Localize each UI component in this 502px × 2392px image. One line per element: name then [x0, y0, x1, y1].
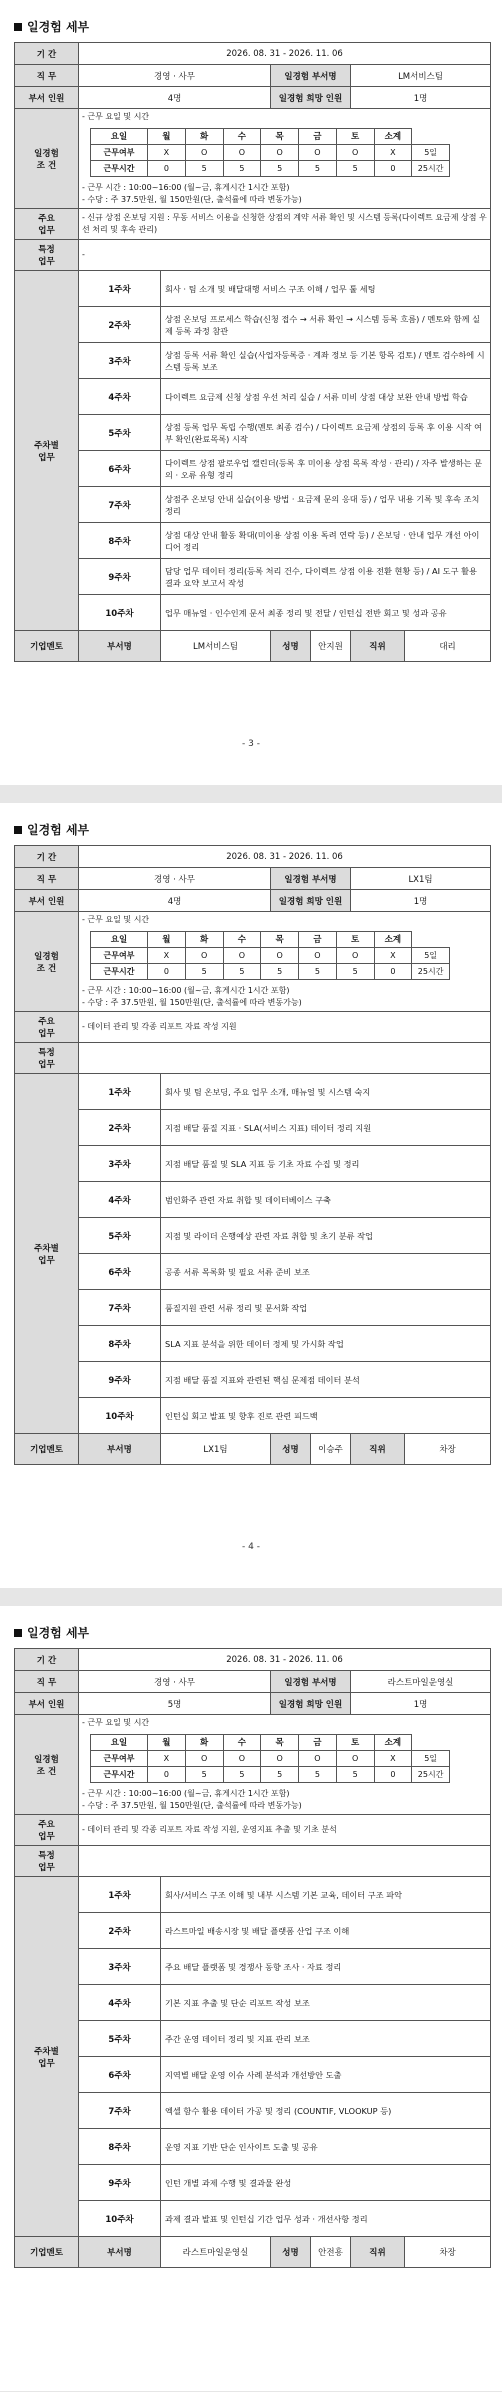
hope-count-label: 일경험 희망 인원 — [271, 87, 351, 109]
week-label: 10주차 — [79, 595, 161, 631]
week-label: 3주차 — [79, 1146, 161, 1182]
week-row — [15, 487, 491, 523]
schedule-cell: 5 — [261, 964, 299, 980]
schedule-header-cell: 목 — [261, 932, 299, 948]
company-mentor-label: 기업멘토 — [15, 1434, 79, 1465]
work-experience-table — [14, 42, 491, 662]
schedule-header-cell: 요일 — [91, 932, 148, 948]
week-label: 4주차 — [79, 379, 161, 415]
week-text: 공종 서류 목록화 및 필요 서류 준비 보조 — [161, 1254, 491, 1290]
week-text: 인턴 개별 과제 수행 및 결과물 완성 — [161, 2165, 491, 2201]
period-value: 2026. 08. 31 - 2026. 11. 06 — [79, 43, 491, 65]
week-text: 지점 배달 품질 지표 · SLA(서비스 지표) 데이터 정리 지원 — [161, 1110, 491, 1146]
week-row — [15, 559, 491, 595]
dept-hope-label: 일경험 부서명 — [271, 868, 351, 890]
mentor-dept-value: 라스트마일운영실 — [161, 2237, 271, 2268]
schedule-cell: 0 — [374, 161, 412, 177]
schedule-header-cell: 요일 — [91, 129, 148, 145]
week-row — [15, 271, 491, 307]
schedule-cell: 0 — [374, 1767, 412, 1783]
job-label: 직 무 — [15, 1671, 79, 1693]
schedule-cell: O — [185, 948, 223, 964]
week-row — [15, 1949, 491, 1985]
week-row — [15, 1985, 491, 2021]
schedule-cell: 5 — [299, 161, 337, 177]
week-row — [15, 379, 491, 415]
conditions-cell — [79, 912, 491, 1012]
week-row — [15, 1913, 491, 1949]
period-value: 2026. 08. 31 - 2026. 11. 06 — [79, 1649, 491, 1671]
week-row — [15, 1290, 491, 1326]
week-row — [15, 595, 491, 631]
week-text: 기본 지표 추출 및 단순 리포트 작성 보조 — [161, 1985, 491, 2021]
schedule-cell: 25시간 — [412, 161, 450, 177]
schedule-cell: O — [223, 1751, 261, 1767]
schedule-header-row — [91, 129, 450, 145]
week-row — [15, 1074, 491, 1110]
dept-staff-value: 4명 — [79, 890, 271, 912]
week-text: 과제 결과 발표 및 인턴십 기간 업무 성과 · 개선사항 정리 — [161, 2201, 491, 2237]
job-label: 직 무 — [15, 868, 79, 890]
document-page — [0, 0, 502, 785]
hope-count-label: 일경험 희망 인원 — [271, 1693, 351, 1715]
schedule-cell: O — [261, 1751, 299, 1767]
week-label: 5주차 — [79, 415, 161, 451]
schedule-row-label: 근무시간 — [91, 964, 148, 980]
conditions-days-line: - 근무 요일 및 시간 — [82, 1718, 150, 1727]
black-square-icon — [14, 826, 22, 834]
hope-count-value: 1명 — [351, 890, 491, 912]
schedule-cell: X — [374, 1751, 412, 1767]
week-text: 인턴십 회고 발표 및 향후 진로 관련 피드백 — [161, 1398, 491, 1434]
week-text: 지역별 배달 운영 이슈 사례 분석과 개선방안 도출 — [161, 2057, 491, 2093]
schedule-cell: 5일 — [412, 1751, 450, 1767]
week-text: 지점 배달 품질 및 SLA 지표 등 기초 자료 수집 및 정리 — [161, 1146, 491, 1182]
job-value: 경영 · 사무 — [79, 65, 271, 87]
week-row — [15, 2093, 491, 2129]
schedule-cell: 5 — [261, 1767, 299, 1783]
work-experience-table — [14, 1648, 491, 2268]
schedule-cell: 5일 — [412, 145, 450, 161]
week-row — [15, 1110, 491, 1146]
document-page — [0, 803, 502, 1588]
mentor-position-label: 직위 — [351, 2237, 405, 2268]
schedule-cell: 0 — [148, 964, 186, 980]
schedule-header-cell: 토 — [336, 1735, 374, 1751]
schedule-cell: 5일 — [412, 948, 450, 964]
schedule-header-cell: 요일 — [91, 1735, 148, 1751]
conditions-days-line: - 근무 요일 및 시간 — [82, 112, 150, 121]
week-label: 8주차 — [79, 1326, 161, 1362]
week-label: 6주차 — [79, 2057, 161, 2093]
mentor-position-label: 직위 — [351, 1434, 405, 1465]
schedule-row-label: 근무여부 — [91, 1751, 148, 1767]
schedule-row-label: 근무여부 — [91, 948, 148, 964]
schedule-row-label: 근무시간 — [91, 1767, 148, 1783]
schedule-cell: O — [299, 145, 337, 161]
schedule-cell: 5 — [185, 964, 223, 980]
week-label: 6주차 — [79, 451, 161, 487]
week-label: 2주차 — [79, 1913, 161, 1949]
schedule-header-cell: 목 — [261, 129, 299, 145]
dept-name-value: LM서비스팀 — [351, 65, 491, 87]
schedule-header-cell: 화 — [185, 1735, 223, 1751]
week-text: 다이렉트 요금제 신청 상점 우선 처리 실습 / 서류 미비 상점 대상 보완 안내 방법 학습 — [161, 379, 491, 415]
weekly-duties-label: 주차별 업무 — [15, 1877, 79, 2237]
schedule-row-hours — [91, 161, 450, 177]
schedule-header-cell: 화 — [185, 129, 223, 145]
schedule-cell: O — [336, 1751, 374, 1767]
week-text: 운영 지표 기반 단순 인사이트 도출 및 공유 — [161, 2129, 491, 2165]
week-label: 5주차 — [79, 1218, 161, 1254]
mentor-dept-value: LM서비스팀 — [161, 631, 271, 662]
schedule-header-cell: 목 — [261, 1735, 299, 1751]
schedule-header-cell: 토 — [336, 129, 374, 145]
week-text: 회사/서비스 구조 이해 및 내부 시스템 기본 교육, 데이터 구조 파악 — [161, 1877, 491, 1913]
schedule-row-hours — [91, 1767, 450, 1783]
week-label: 10주차 — [79, 2201, 161, 2237]
week-label: 3주차 — [79, 343, 161, 379]
section-title — [14, 1624, 490, 1641]
week-row — [15, 1877, 491, 1913]
weekly-duties-label: 주차별 업무 — [15, 271, 79, 631]
page-number: - 4 - — [242, 1542, 260, 1552]
section-title — [14, 18, 490, 35]
schedule-row-work — [91, 145, 450, 161]
conditions-pay-line: - 수당 : 주 37.5만원, 월 150만원(단, 출석률에 따라 변동가능) — [82, 1801, 302, 1810]
schedule-cell: 0 — [148, 1767, 186, 1783]
week-text: 지점 및 라이더 은행예상 관련 자료 취합 및 초기 분류 작업 — [161, 1218, 491, 1254]
week-row — [15, 1326, 491, 1362]
section-title-text: 일경험 세부 — [27, 1626, 90, 1640]
week-row — [15, 2057, 491, 2093]
conditions-label: 일경험 조 건 — [15, 109, 79, 209]
dept-hope-label: 일경험 부서명 — [271, 1671, 351, 1693]
week-label: 5주차 — [79, 2021, 161, 2057]
schedule-table — [90, 128, 450, 177]
mentor-name-value: 안지원 — [311, 631, 351, 662]
mentor-position-label: 직위 — [351, 631, 405, 662]
schedule-cell: 5 — [336, 1767, 374, 1783]
dept-staff-label: 부서 인원 — [15, 1693, 79, 1715]
schedule-cell: O — [223, 145, 261, 161]
week-text: 상점 온보딩 프로세스 학습(신청 접수 → 서류 확인 → 시스템 등록 흐름) / 멘토와 함께 실제 등록 과정 참관 — [161, 307, 491, 343]
mentor-dept-value: LX1팀 — [161, 1434, 271, 1465]
page-number: - 3 - — [242, 739, 260, 749]
week-text: 라스트마일 배송시장 및 배달 플랫폼 산업 구조 이해 — [161, 1913, 491, 1949]
schedule-cell: X — [148, 1751, 186, 1767]
week-label: 9주차 — [79, 559, 161, 595]
conditions-hours-line: - 근무 시간 : 10:00~16:00 (월~금, 휴게시간 1시간 포함) — [82, 183, 290, 192]
job-value: 경영 · 사무 — [79, 1671, 271, 1693]
schedule-cell: O — [299, 948, 337, 964]
main-duties-label: 주요 업무 — [15, 209, 79, 240]
schedule-cell: 25시간 — [412, 964, 450, 980]
schedule-cell: O — [261, 145, 299, 161]
week-label: 6주차 — [79, 1254, 161, 1290]
dept-staff-label: 부서 인원 — [15, 890, 79, 912]
week-label: 4주차 — [79, 1985, 161, 2021]
special-duties-label: 특정 업무 — [15, 1846, 79, 1877]
schedule-cell: 5 — [223, 161, 261, 177]
main-duties-label: 주요 업무 — [15, 1012, 79, 1043]
schedule-header-cell: 수 — [223, 129, 261, 145]
period-label: 기 간 — [15, 1649, 79, 1671]
conditions-pay-line: - 수당 : 주 37.5만원, 월 150만원(단, 출석률에 따라 변동가능) — [82, 998, 302, 1007]
week-label: 9주차 — [79, 1362, 161, 1398]
job-value: 경영 · 사무 — [79, 868, 271, 890]
week-text: 상점 등록 서류 확인 실습(사업자등록증 · 계좌 정보 등 기본 항목 검토) / 멘토 검수하에 시스템 등록 보조 — [161, 343, 491, 379]
schedule-cell: X — [374, 948, 412, 964]
special-duties-label: 특정 업무 — [15, 240, 79, 271]
schedule-header-cell: 수 — [223, 932, 261, 948]
dept-name-value: 라스트마일운영실 — [351, 1671, 491, 1693]
document-page — [0, 1606, 502, 2391]
week-label: 8주차 — [79, 2129, 161, 2165]
conditions-label: 일경험 조 건 — [15, 1715, 79, 1815]
schedule-cell: 5 — [261, 161, 299, 177]
week-row — [15, 2165, 491, 2201]
schedule-cell: 5 — [336, 161, 374, 177]
week-label: 10주차 — [79, 1398, 161, 1434]
schedule-header-cell: 월 — [148, 129, 186, 145]
schedule-header-row — [91, 932, 450, 948]
conditions-pay-line: - 수당 : 주 37.5만원, 월 150만원(단, 출석률에 따라 변동가능) — [82, 195, 302, 204]
week-text: 엑셀 함수 활용 데이터 가공 및 정리 (COUNTIF, VLOOKUP 등) — [161, 2093, 491, 2129]
week-label: 4주차 — [79, 1182, 161, 1218]
schedule-cell: O — [336, 948, 374, 964]
schedule-cell: 5 — [185, 1767, 223, 1783]
week-row — [15, 2201, 491, 2237]
period-value: 2026. 08. 31 - 2026. 11. 06 — [79, 846, 491, 868]
week-row — [15, 1362, 491, 1398]
special-duty-value: - — [79, 240, 491, 271]
schedule-cell: O — [223, 948, 261, 964]
week-label: 3주차 — [79, 1949, 161, 1985]
schedule-table — [90, 1734, 450, 1783]
week-row — [15, 343, 491, 379]
conditions-label: 일경험 조 건 — [15, 912, 79, 1012]
schedule-cell: 25시간 — [412, 1767, 450, 1783]
schedule-header-cell: 소계 — [374, 1735, 412, 1751]
week-row — [15, 415, 491, 451]
schedule-header-cell: 소계 — [374, 129, 412, 145]
main-duty-value: - 데이터 관리 및 각종 리포트 자료 작성 지원 — [79, 1012, 491, 1043]
week-row — [15, 1218, 491, 1254]
week-label: 7주차 — [79, 2093, 161, 2129]
mentor-name-label: 성명 — [271, 631, 311, 662]
section-title — [14, 821, 490, 838]
schedule-header-cell: 수 — [223, 1735, 261, 1751]
schedule-row-label: 근무여부 — [91, 145, 148, 161]
mentor-dept-label: 부서명 — [79, 631, 161, 662]
week-label: 2주차 — [79, 307, 161, 343]
week-text: 다이렉트 상점 팔로우업 캘린더(등록 후 미이용 상점 목록 작성 · 관리) / 자주 발생하는 문의 · 오류 유형 정리 — [161, 451, 491, 487]
schedule-cell: O — [336, 145, 374, 161]
week-text: 담당 업무 데이터 정리(등록 처리 건수, 다이렉트 상점 이용 전환 현황 등) / AI 도구 활용 결과 요약 보고서 작성 — [161, 559, 491, 595]
mentor-position-value: 차장 — [405, 2237, 491, 2268]
schedule-table — [90, 931, 450, 980]
mentor-dept-label: 부서명 — [79, 2237, 161, 2268]
special-duty-value — [79, 1846, 491, 1877]
schedule-header-cell: 월 — [148, 932, 186, 948]
conditions-hours-line: - 근무 시간 : 10:00~16:00 (월~금, 휴게시간 1시간 포함) — [82, 1789, 290, 1798]
dept-staff-label: 부서 인원 — [15, 87, 79, 109]
week-text: 범인화주 관련 자료 취합 및 데이터베이스 구축 — [161, 1182, 491, 1218]
mentor-position-value: 대리 — [405, 631, 491, 662]
schedule-cell: O — [185, 1751, 223, 1767]
week-label: 1주차 — [79, 1074, 161, 1110]
weekly-duties-label: 주차별 업무 — [15, 1074, 79, 1434]
schedule-row-work — [91, 1751, 450, 1767]
week-text: 상점 등록 업무 독립 수행(멘토 최종 검수) / 다이렉트 요금제 상점의 등록 후 이용 시작 여부 확인(완료목록) 시작 — [161, 415, 491, 451]
company-mentor-label: 기업멘토 — [15, 2237, 79, 2268]
mentor-name-label: 성명 — [271, 2237, 311, 2268]
dept-staff-value: 4명 — [79, 87, 271, 109]
schedule-row-label: 근무시간 — [91, 161, 148, 177]
schedule-cell: 5 — [223, 1767, 261, 1783]
week-row — [15, 523, 491, 559]
week-row — [15, 2129, 491, 2165]
company-mentor-label: 기업멘토 — [15, 631, 79, 662]
conditions-cell — [79, 1715, 491, 1815]
week-label: 7주차 — [79, 1290, 161, 1326]
schedule-row-hours — [91, 964, 450, 980]
schedule-cell: 5 — [185, 161, 223, 177]
schedule-header-cell: 월 — [148, 1735, 186, 1751]
mentor-name-value: 안전흥 — [311, 2237, 351, 2268]
week-row — [15, 307, 491, 343]
schedule-cell: 5 — [299, 964, 337, 980]
hope-count-value: 1명 — [351, 1693, 491, 1715]
black-square-icon — [14, 1629, 22, 1637]
week-row — [15, 1398, 491, 1434]
special-duties-label: 특정 업무 — [15, 1043, 79, 1074]
schedule-cell: 5 — [336, 964, 374, 980]
dept-name-value: LX1팀 — [351, 868, 491, 890]
schedule-cell: X — [148, 145, 186, 161]
mentor-name-value: 이승주 — [311, 1434, 351, 1465]
week-text: SLA 지표 분석을 위한 데이터 정제 및 가시화 작업 — [161, 1326, 491, 1362]
mentor-dept-label: 부서명 — [79, 1434, 161, 1465]
schedule-cell: O — [299, 1751, 337, 1767]
job-label: 직 무 — [15, 65, 79, 87]
hope-count-label: 일경험 희망 인원 — [271, 890, 351, 912]
schedule-header-cell: 화 — [185, 932, 223, 948]
week-text: 회사 및 팀 온보딩, 주요 업무 소개, 매뉴얼 및 시스템 숙지 — [161, 1074, 491, 1110]
dept-staff-value: 5명 — [79, 1693, 271, 1715]
schedule-cell: 0 — [148, 161, 186, 177]
main-duty-value: - 신규 상점 온보딩 지원 : 무동 서비스 이용을 신청한 상점의 계약 서류 확인 및 시스템 등록(다이렉트 요금제 상점 우선 처리 및 후속 관리) — [79, 209, 491, 240]
week-label: 1주차 — [79, 1877, 161, 1913]
main-duties-label: 주요 업무 — [15, 1815, 79, 1846]
schedule-header-cell: 소계 — [374, 932, 412, 948]
week-text: 업무 매뉴얼 · 인수인계 문서 최종 정리 및 전달 / 인턴십 전반 회고 및 성과 공유 — [161, 595, 491, 631]
mentor-position-value: 차장 — [405, 1434, 491, 1465]
week-text: 상점 대상 안내 활동 확대(미이용 상점 이용 독려 연락 등) / 온보딩 · 안내 업무 개선 아이디어 정리 — [161, 523, 491, 559]
period-label: 기 간 — [15, 846, 79, 868]
week-text: 회사 · 팀 소개 및 배달대행 서비스 구조 이해 / 업무 툴 세팅 — [161, 271, 491, 307]
special-duty-value — [79, 1043, 491, 1074]
week-label: 2주차 — [79, 1110, 161, 1146]
week-row — [15, 1146, 491, 1182]
schedule-header-cell: 금 — [299, 1735, 337, 1751]
schedule-header-row — [91, 1735, 450, 1751]
week-text: 지점 배달 품질 지표와 관련된 핵심 문제점 데이터 분석 — [161, 1362, 491, 1398]
schedule-cell: 5 — [223, 964, 261, 980]
schedule-header-cell: 금 — [299, 932, 337, 948]
mentor-name-label: 성명 — [271, 1434, 311, 1465]
schedule-row-work — [91, 948, 450, 964]
section-title-text: 일경험 세부 — [27, 20, 90, 34]
week-label: 9주차 — [79, 2165, 161, 2201]
period-label: 기 간 — [15, 43, 79, 65]
week-label: 8주차 — [79, 523, 161, 559]
schedule-cell: O — [185, 145, 223, 161]
black-square-icon — [14, 23, 22, 31]
schedule-cell: X — [374, 145, 412, 161]
schedule-header-cell: 토 — [336, 932, 374, 948]
hope-count-value: 1명 — [351, 87, 491, 109]
week-text: 주요 배달 플랫폼 및 경쟁사 동향 조사 · 자료 정리 — [161, 1949, 491, 1985]
schedule-cell: O — [261, 948, 299, 964]
schedule-cell: 0 — [374, 964, 412, 980]
conditions-hours-line: - 근무 시간 : 10:00~16:00 (월~금, 휴게시간 1시간 포함) — [82, 986, 290, 995]
conditions-cell — [79, 109, 491, 209]
work-experience-table — [14, 845, 491, 1465]
schedule-header-cell: 금 — [299, 129, 337, 145]
schedule-cell: X — [148, 948, 186, 964]
week-text: 품질지원 관련 서류 정리 및 문서화 작업 — [161, 1290, 491, 1326]
week-row — [15, 1182, 491, 1218]
week-row — [15, 451, 491, 487]
week-text: 주간 운영 데이터 정리 및 지표 관리 보조 — [161, 2021, 491, 2057]
week-row — [15, 1254, 491, 1290]
conditions-days-line: - 근무 요일 및 시간 — [82, 915, 150, 924]
dept-hope-label: 일경험 부서명 — [271, 65, 351, 87]
section-title-text: 일경험 세부 — [27, 823, 90, 837]
week-text: 상점주 온보딩 안내 실습(이용 방법 · 요금제 문의 응대 등) / 업무 내용 기록 및 후속 조치 정리 — [161, 487, 491, 523]
schedule-cell: 5 — [299, 1767, 337, 1783]
main-duty-value: - 데이터 관리 및 각종 리포트 자료 작성 지원, 운영지표 추출 및 기초 분석 — [79, 1815, 491, 1846]
week-row — [15, 2021, 491, 2057]
week-label: 7주차 — [79, 487, 161, 523]
week-label: 1주차 — [79, 271, 161, 307]
